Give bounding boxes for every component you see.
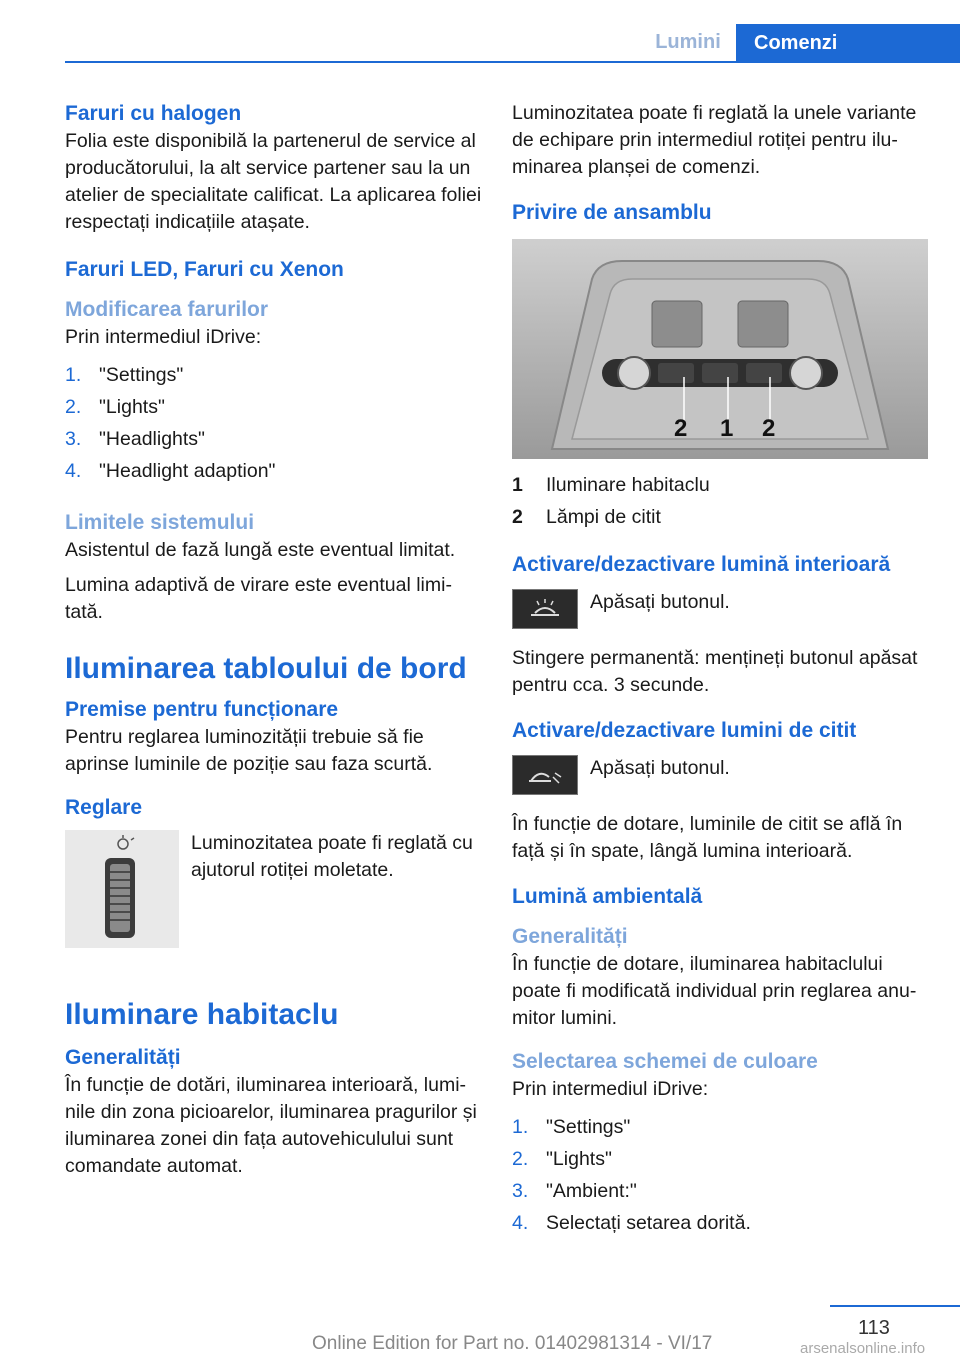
heading-generalitati-left: Generalități <box>65 1046 181 1069</box>
heading-limitele: Limitele sistemului <box>65 511 255 534</box>
heading-lumina-interioara: Activare/dezactivare lumină interioară <box>512 553 891 576</box>
footer-rule <box>830 1305 960 1307</box>
tab-lumini[interactable]: Lumini <box>655 31 721 53</box>
list-item: 2. "Lights" <box>65 396 165 418</box>
heading-generalitati-right: Generalități <box>512 925 628 948</box>
right-column <box>512 100 930 1239</box>
reading-light-text: În funcție de dotare, luminile de citit se află în față și în spate, lângă lumina interioară. <box>512 813 903 862</box>
heading-reglare: Reglare <box>65 796 143 819</box>
list-item: 1. "Settings" <box>512 1116 631 1138</box>
heading-lumina-ambientala: Lumină ambientală <box>512 885 703 908</box>
heading-premise: Premise pentru funcționare <box>65 698 339 721</box>
interior-light-action: Apăsați butonul. <box>590 591 730 613</box>
legend-item: 1 Iluminare habitaclu <box>512 474 710 496</box>
halogen-text: Folia este disponibilă la partenerul de service al producătorului, la alt service partener sau la un atelier de specialitate calificat. La aplicarea foliei respectați indicațiile atașate. <box>65 130 482 233</box>
reading-light-button-icon <box>512 755 578 795</box>
heading-halogen: Faruri cu halogen <box>65 102 242 125</box>
premise-text: Pentru reglarea luminozității trebuie să fie aprinse luminile de poziție sau faza scurtă. <box>65 726 433 775</box>
list-item: 3. "Ambient:" <box>512 1180 637 1202</box>
list-item: 2. "Lights" <box>512 1148 612 1170</box>
reglare-block <box>65 830 483 948</box>
headlight-steps <box>65 359 483 487</box>
image-label-2a: 2 <box>674 415 688 442</box>
interior-light-text: Stingere permanentă: mențineți butonul apăsat pentru cca. 3 secunde. <box>512 647 918 696</box>
idrive-intro-right: Prin intermediul iDrive: <box>512 1078 709 1100</box>
list-item: 4. "Headlight adaption" <box>65 460 276 482</box>
interior-light-button-icon <box>512 589 578 629</box>
legend <box>512 469 930 533</box>
heading-modificarea: Modificarea farurilor <box>65 298 269 321</box>
thumbwheel-image <box>65 830 179 948</box>
overhead-console-image <box>512 239 928 459</box>
generalitati-text-left: În funcție de dotări, iluminarea interioară, luminile din zona picioarelor, iluminarea pragurilor și iluminarea zonei din fața autovehiculului sunt comandate automat. <box>65 1074 477 1177</box>
heading-tablou-bord: Iluminarea tabloului de bord <box>65 652 467 685</box>
tab-comenzi[interactable]: Comenzi <box>736 24 960 63</box>
list-item: 1. "Settings" <box>65 364 184 386</box>
heading-schema-culoare: Selectarea schemei de culoare <box>512 1050 818 1073</box>
reglare-text: Luminozitatea poate fi reglată cu ajutorul rotiței moletate. <box>191 832 473 881</box>
ambient-steps <box>512 1111 930 1239</box>
image-label-2b: 2 <box>762 415 776 442</box>
heading-lumini-citit: Activare/dezactivare lumini de citit <box>512 719 857 742</box>
heading-led-xenon: Faruri LED, Faruri cu Xenon <box>65 258 344 281</box>
limit-text-1: Asistentul de fază lungă este eventual limitat. <box>65 539 456 561</box>
image-label-1: 1 <box>720 415 734 442</box>
heading-privire: Privire de ansamblu <box>512 201 712 224</box>
idrive-intro: Prin intermediul iDrive: <box>65 326 262 348</box>
thumbwheel-icon <box>65 830 179 948</box>
page-number: 113 <box>858 1317 890 1339</box>
reading-light-action: Apăsați butonul. <box>590 757 730 779</box>
right-intro: Luminozitatea poate fi reglată la unele variante de echipare prin intermediul rotiței pentru iluminarea planșei de comenzi. <box>512 102 917 178</box>
list-item: 4. Selectați setarea dorită. <box>512 1212 751 1234</box>
generalitati-text-right: În funcție de dotare, iluminarea habitaclului poate fi modificată individual prin reglarea anumitor lumini. <box>512 953 917 1029</box>
list-item: 3. "Headlights" <box>65 428 205 450</box>
edition-text: Online Edition for Part no. 01402981314 - VI/17 <box>312 1333 713 1354</box>
legend-item: 2 Lămpi de citit <box>512 506 661 528</box>
watermark: arsenalsonline.info <box>800 1340 926 1357</box>
heading-iluminare-habitaclu: Iluminare habitaclu <box>65 998 339 1031</box>
left-column <box>65 100 483 1188</box>
reading-light-row <box>512 755 930 795</box>
limit-text-2: Lumina adaptivă de virare este eventual limitată. <box>65 574 452 623</box>
interior-light-row <box>512 589 930 629</box>
